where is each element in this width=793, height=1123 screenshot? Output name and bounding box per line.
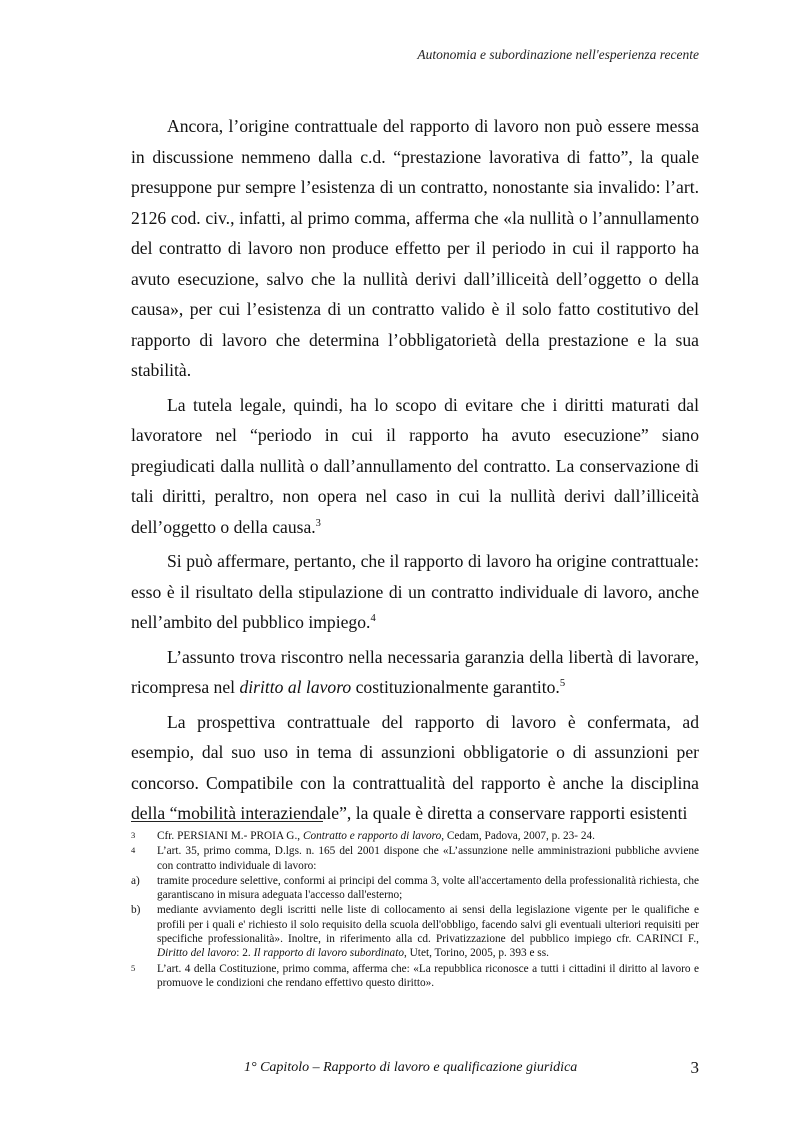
- footnote-ref-5[interactable]: 5: [559, 678, 566, 690]
- paragraph-4-text-a: L’assunto trova riscontro nella necessaria garanzia della libertà di lavorare, ricompresa nel: [131, 646, 699, 697]
- running-header: [131, 47, 699, 63]
- paragraph-5: [131, 707, 699, 829]
- footnotes: [131, 829, 699, 991]
- paragraph-4-emphasis: diritto al lavoro: [239, 677, 352, 697]
- body-text: [131, 111, 699, 829]
- paragraph-3-text: Si può affermare, pertanto, che il rapporto di lavoro ha origine contrattuale: esso è il risultato della stipulazione di un contratto individuale di lavoro, anche nell’ambito del pubblico impiego.: [131, 551, 699, 632]
- paragraph-1: [131, 111, 699, 386]
- paragraph-1-text: Ancora, l’origine contrattuale del rapporto di lavoro non può essere messa in discussione nemmeno dalla c.d. “prestazione lavorativa di fatto”, la quale presuppone pur sempre l’esistenza di un contratto, nonostante sia invalido: l’art. 2126 cod. civ., infatti, al primo comma, afferma che «la nullità o l’annullamento del contratto di lavoro non produce effetto per il periodo in cui il rapporto ha avuto esecuzione, salvo che la nullità derivi dall’illiceità dell’oggetto o della causa», per cui l’esistenza di un contratto valido è il solo fatto costitutivo del rapporto di lavoro che determina l’obbligatorietà della prestazione e la sua stabilità.: [131, 116, 699, 380]
- footnote-4-b-text-3: , Utet, Torino, 2005, p. 393 e ss.: [404, 947, 549, 960]
- footnote-text: [157, 829, 699, 843]
- footnote-number: 5: [131, 962, 136, 973]
- footnote-4-intro: L’art. 35, primo comma, D.lgs. n. 165 del 2001 dispone che «L’assunzione nelle amministrazioni pubbliche avviene con contratto individuale di lavoro:: [157, 845, 699, 872]
- paragraph-5-text: La prospettiva contrattuale del rapporto di lavoro è confermata, ad esempio, dal suo uso in tema di assunzioni obbligatorie o di assunzioni per concorso. Compatibile con la contrattualità del rapporto è anche la disciplina della “mobilità interaziendale”, la quale è diretta a conservare rapporti esistenti: [131, 711, 699, 823]
- footnote-4: [131, 844, 699, 873]
- footnote-4-b-text-1: mediante avviamento degli iscritti nelle liste di collocamento ai sensi della legislazione vigente per le qualifiche e profili per i quali e' richiesto il solo requisito della scuola dell'obbligo, facendo salvi gli eventuali ulteriori requisiti per specifiche professionalità». Inoltre, in riferimento alla cd. Privatizzazione del pubblico impiego cfr. CARINCI F.,: [157, 904, 699, 946]
- footnote-4-b-text-2: : 2.: [236, 947, 254, 960]
- paragraph-4: [131, 642, 699, 703]
- footnote-4-item-a-text: tramite procedure selettive, conformi ai principi del comma 3, volte all'accertamento della professionalità richiesta, che garantiscano in misura adeguata l'accesso dall'esterno;: [157, 874, 699, 902]
- page-number: 3: [690, 1058, 699, 1077]
- footnote-4-item-a: [131, 874, 699, 903]
- paragraph-3: [131, 546, 699, 638]
- footnote-ref-3[interactable]: 3: [315, 517, 321, 529]
- paragraph-2-text: La tutela legale, quindi, ha lo scopo di evitare che i diritti maturati dal lavoratore nel “periodo in cui il rapporto ha avuto esecuzione” siano pregiudicati dalla nullità o dall’annullamento del contratto. La conservazione di tali diritti, peraltro, non opera nel caso in cui la nullità derivi dall’illiceità dell’oggetto o della causa.: [131, 394, 699, 537]
- footnote-5-text: L’art. 4 della Costituzione, primo comma, afferma che: «La repubblica riconosce a tutti i cittadini il diritto al lavoro e promuove le condizioni che rendano effettivo questo diritto».: [157, 962, 699, 989]
- footnote-4-item-b-text: [157, 903, 699, 960]
- footnote-4-b-title-1: Diritto del lavoro: [157, 947, 237, 960]
- footnote-number: 4: [131, 845, 136, 856]
- footnote-5: [131, 962, 699, 991]
- running-title: Autonomia e subordinazione nell'esperienza recente: [417, 47, 699, 62]
- footnote-ref-4[interactable]: 4: [370, 613, 376, 625]
- footnote-3-text-a: Cfr. PERSIANI M.- PROIA G.,: [157, 830, 303, 842]
- paragraph-2: [131, 390, 699, 543]
- footnote-3-title: Contratto e rapporto di lavoro: [302, 830, 442, 842]
- footnote-4-b-title-2: Il rapporto di lavoro subordinato: [253, 947, 404, 960]
- chapter-title: 1° Capitolo – Rapporto di lavoro e qualificazione giuridica: [244, 1060, 578, 1075]
- footnote-3-text-b: , Cedam, Padova, 2007, p. 23- 24.: [441, 830, 595, 842]
- paragraph-4-text-b: costituzionalmente garantito.: [351, 677, 560, 697]
- footnote-separator: [131, 821, 323, 822]
- footnote-3: [131, 829, 699, 843]
- list-label: b): [131, 904, 141, 917]
- footnote-4-item-b: [131, 903, 699, 960]
- footnote-number: 3: [131, 830, 136, 840]
- list-label: a): [131, 874, 140, 887]
